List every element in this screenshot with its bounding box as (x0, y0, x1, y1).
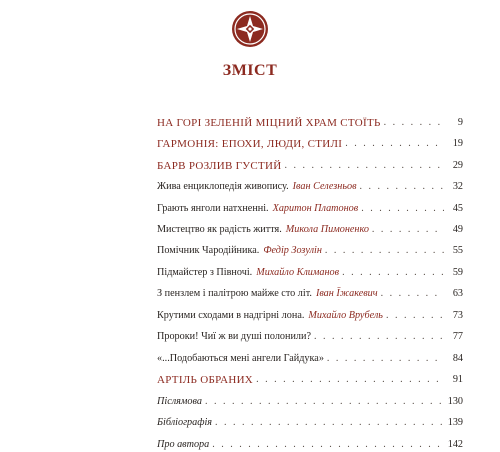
dot-leader (212, 438, 444, 452)
toc-entry[interactable] (157, 305, 463, 323)
toc-page-number: 32 (452, 181, 463, 192)
toc-page-number: 91 (452, 374, 463, 385)
toc-entry[interactable] (157, 133, 463, 151)
toc-entry[interactable] (157, 198, 463, 216)
toc-entry[interactable] (157, 283, 463, 301)
toc-page-number: 130 (447, 396, 463, 407)
toc-entry[interactable] (157, 326, 463, 344)
toc-section-title: НА ГОРІ ЗЕЛЕНІЙ МІЦНИЙ ХРАМ СТОЇТЬ (157, 117, 381, 129)
toc-entry-author: Михайло Врубель (308, 310, 383, 321)
toc-entry-title: Підмайстер з Півночі. (157, 267, 253, 278)
toc-entry-title: Пророки! Чиї ж ви душі полонили? (157, 331, 311, 342)
dot-leader (345, 137, 444, 151)
dot-leader (386, 309, 444, 323)
toc-section-title: ГАРМОНІЯ: ЕПОХИ, ЛЮДИ, СТИЛІ (157, 138, 343, 150)
toc-entry-title: З пензлем і палітрою майже сто літ. (157, 288, 312, 299)
toc-entry[interactable] (157, 219, 463, 237)
dot-leader (215, 416, 444, 430)
toc-entry[interactable] (157, 155, 463, 173)
toc-entry-title: Жива енциклопедія живопису. (157, 181, 289, 192)
ornamental-cross-icon (230, 9, 270, 49)
dot-leader (360, 180, 445, 194)
toc-entry-title: Післямова (157, 396, 202, 407)
toc-entry[interactable] (157, 391, 463, 409)
toc-section-title: БАРВ РОЗЛИВ ГУСТИЙ (157, 160, 282, 172)
toc-page-number: 29 (452, 160, 463, 171)
toc-page-number: 9 (457, 117, 463, 128)
toc-entry-title: Крутими сходами в надгірні лона. (157, 310, 305, 321)
toc-section-title: АРТІЛЬ ОБРАНИХ (157, 374, 254, 386)
toc-page-number: 142 (447, 439, 463, 450)
toc-entry-title: Бібліографія (157, 417, 213, 428)
toc-entry-title: Про автора (157, 439, 210, 450)
toc-page-number: 139 (447, 417, 463, 428)
toc-entry-author: Михайло Климанов (256, 267, 340, 278)
toc-entry[interactable] (157, 112, 463, 130)
dot-leader (381, 287, 444, 301)
toc-entry[interactable] (157, 176, 463, 194)
toc-page-number: 45 (452, 203, 463, 214)
toc-page-number: 63 (452, 288, 463, 299)
toc-entry[interactable] (157, 412, 463, 430)
toc-page-number: 84 (452, 353, 463, 364)
toc-entry-title: Грають янголи натхненні. (157, 203, 269, 214)
toc-page-number: 49 (452, 224, 463, 235)
toc-entry-author: Федір Зозулін (263, 245, 322, 256)
dot-leader (314, 330, 444, 344)
dot-leader (361, 202, 444, 216)
toc-entry-title: Мистецтво як радість життя. (157, 224, 282, 235)
toc-entry-title: Помічник Чародійника. (157, 245, 260, 256)
dot-leader (372, 223, 444, 237)
toc-page-number: 77 (452, 331, 463, 342)
dot-leader (342, 266, 444, 280)
dot-leader (325, 244, 444, 258)
toc-page-number: 73 (452, 310, 463, 321)
dot-leader (384, 116, 444, 130)
dot-leader (256, 373, 444, 387)
toc-entry[interactable] (157, 348, 463, 366)
toc-entry-author: Іван Селезньов (292, 181, 357, 192)
toc-entry-author: Іван Їжакевич (315, 288, 378, 299)
toc-page-number: 55 (452, 245, 463, 256)
dot-leader (285, 159, 444, 173)
toc-entry-author: Микола Пимоненко (285, 224, 369, 235)
toc-entry[interactable] (157, 434, 463, 452)
toc-entry-author: Харитон Платонов (272, 203, 359, 214)
toc-entry-title: «...Подобаються мені ангели Гайдука» (157, 353, 324, 364)
dot-leader (327, 352, 444, 366)
toc-entry[interactable] (157, 240, 463, 258)
toc-entry[interactable] (157, 369, 463, 387)
toc-entry[interactable] (157, 262, 463, 280)
dot-leader (205, 395, 444, 409)
toc-page-number: 19 (452, 138, 463, 149)
toc-page-number: 59 (452, 267, 463, 278)
page-title: ЗМІСТ (222, 62, 278, 79)
